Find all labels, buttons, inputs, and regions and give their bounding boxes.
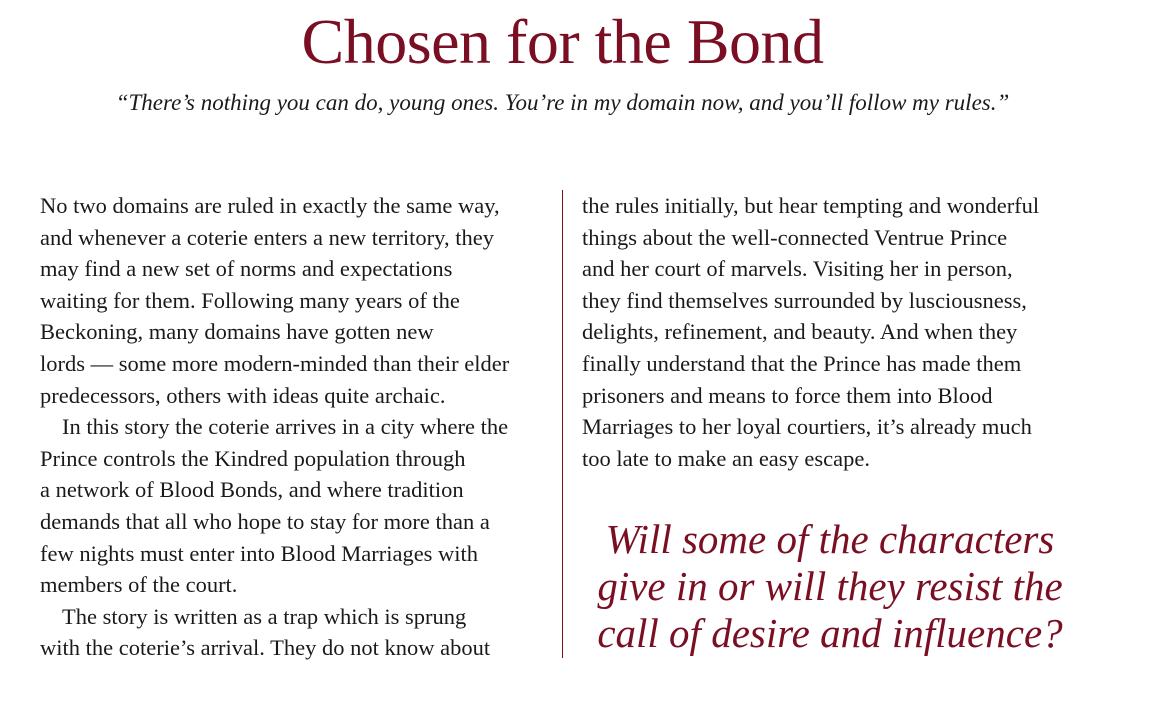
text-line: lords — some more modern-minded than their elder xyxy=(40,350,510,376)
text-line: finally understand that the Prince has made them xyxy=(582,350,1022,376)
left-text-column xyxy=(40,190,540,664)
text-line: No two domains are ruled in exactly the same way, xyxy=(40,193,500,218)
paragraph-domains xyxy=(40,190,540,411)
pull-quote-line: call of desire and influence? xyxy=(597,610,1063,656)
text-line: things about the well-connected Ventrue Prince xyxy=(582,224,1008,250)
paragraph-story-setting xyxy=(40,411,540,601)
text-line: In this story the coterie arrives in a city where the xyxy=(62,414,509,440)
text-line: they find themselves surrounded by lusciousness, xyxy=(582,287,1027,313)
text-line: Beckoning, many domains have gotten new xyxy=(40,319,434,345)
page-title: Chosen for the Bond xyxy=(301,6,824,77)
text-line: Prince controls the Kindred population through xyxy=(40,445,466,471)
text-line: members of the court. xyxy=(40,572,238,598)
text-line: few nights must enter into Blood Marriages with xyxy=(40,540,479,566)
text-line: the rules initially, but hear tempting and wonderful xyxy=(582,193,1040,218)
text-line: predecessors, others with ideas quite archaic. xyxy=(40,382,446,408)
pull-quote-line: Will some of the characters xyxy=(605,516,1055,562)
pull-quote xyxy=(570,516,1090,657)
text-line: prisoners and means to force them into Blood xyxy=(582,382,993,408)
paragraph-continuation xyxy=(582,190,1082,474)
paragraph-trap xyxy=(40,601,540,664)
text-line: demands that all who hope to stay for more than a xyxy=(40,508,490,534)
text-line: and her court of marvels. Visiting her in person, xyxy=(582,256,1013,282)
epigraph-quote: “There’s nothing you can do, young ones. You’re in my domain now, and you’ll follow my rules.” xyxy=(115,90,1010,115)
text-line: a network of Blood Bonds, and where tradition xyxy=(40,477,464,503)
text-line: with the coterie’s arrival. They do not know about xyxy=(40,635,491,661)
text-line: waiting for them. Following many years of the xyxy=(40,287,460,313)
text-line: too late to make an easy escape. xyxy=(582,445,870,471)
right-text-column xyxy=(582,190,1082,474)
text-line: delights, refinement, and beauty. And when they xyxy=(582,319,1018,345)
pull-quote-line: give in or will they resist the xyxy=(597,563,1063,609)
text-line: Marriages to her loyal courtiers, it’s already much xyxy=(582,414,1032,440)
text-line: and whenever a coterie enters a new territory, they xyxy=(40,224,494,250)
text-line: The story is written as a trap which is sprung xyxy=(62,603,467,629)
text-line: may find a new set of norms and expectations xyxy=(40,256,453,282)
column-divider xyxy=(562,190,563,658)
